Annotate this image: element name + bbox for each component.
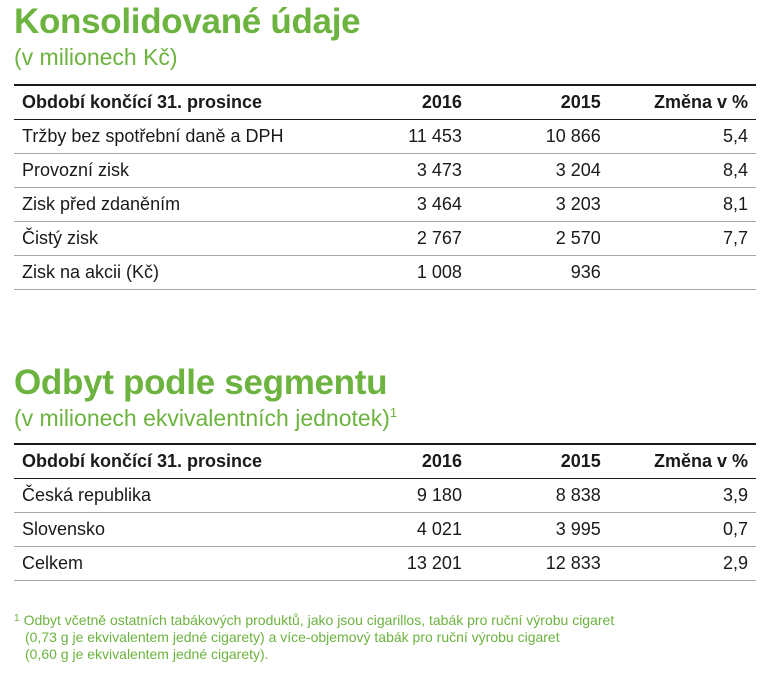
row-label: Zisk na akcii (Kč): [14, 256, 306, 290]
table-row: [14, 188, 756, 222]
table-row: [14, 513, 756, 547]
sales-by-segment-table: [14, 443, 756, 581]
table-header-row: [14, 444, 756, 479]
row-label: Tržby bez spotřební daně a DPH: [14, 120, 306, 154]
column-header-period: Období končící 31. prosince: [14, 444, 306, 479]
table-header-row: [14, 85, 756, 120]
column-header-2016: 2016: [306, 85, 462, 120]
value-change: 8,1: [601, 188, 756, 222]
value-2015: 3 203: [462, 188, 601, 222]
table-row: [14, 120, 756, 154]
table-row: [14, 154, 756, 188]
consolidated-data-section: [14, 0, 756, 290]
footnote: [14, 610, 756, 663]
value-2015: 12 833: [462, 547, 601, 581]
value-change: 7,7: [601, 222, 756, 256]
value-change: [601, 256, 756, 290]
value-change: 2,9: [601, 547, 756, 581]
column-header-2016: 2016: [306, 444, 462, 479]
section-subtitle: [14, 405, 756, 431]
consolidated-data-table: [14, 84, 756, 290]
value-2016: 2 767: [306, 222, 462, 256]
value-change: 3,9: [601, 479, 756, 513]
row-label: Čistý zisk: [14, 222, 306, 256]
value-change: 8,4: [601, 154, 756, 188]
value-2016: 13 201: [306, 547, 462, 581]
footnote-mark: 1: [14, 613, 20, 624]
row-label: Česká republika: [14, 479, 306, 513]
value-2016: 11 453: [306, 120, 462, 154]
sales-by-segment-section: [14, 361, 756, 581]
value-2015: 2 570: [462, 222, 601, 256]
section-title: Odbyt podle segmentu: [14, 363, 388, 402]
column-header-period: Období končící 31. prosince: [14, 85, 306, 120]
value-2015: 8 838: [462, 479, 601, 513]
value-2016: 1 008: [306, 256, 462, 290]
section-title: Konsolidované údaje: [14, 2, 361, 41]
value-2016: 4 021: [306, 513, 462, 547]
value-2016: 3 464: [306, 188, 462, 222]
footnote-text: Odbyt včetně ostatních tabákových produktů, jako jsou cigarillos, tabák pro ruční výrobu cigaret: [23, 612, 615, 628]
value-2015: 936: [462, 256, 601, 290]
footnote-line: (0,73 g je ekvivalentem jedné cigarety) a více-objemový tabák pro ruční výrobu cigaret: [25, 629, 560, 645]
column-header-change: Změna v %: [601, 444, 756, 479]
row-label: Celkem: [14, 547, 306, 581]
column-header-2015: 2015: [462, 444, 601, 479]
footnote-line: [14, 610, 756, 629]
section-subtitle: (v milionech Kč): [14, 44, 178, 70]
row-label: Slovensko: [14, 513, 306, 547]
column-header-change: Změna v %: [601, 85, 756, 120]
row-label: Zisk před zdaněním: [14, 188, 306, 222]
column-header-2015: 2015: [462, 85, 601, 120]
value-2016: 9 180: [306, 479, 462, 513]
table-row: [14, 256, 756, 290]
footnote-line: (0,60 g je ekvivalentem jedné cigarety).: [25, 646, 269, 662]
table-row: [14, 547, 756, 581]
value-2015: 10 866: [462, 120, 601, 154]
table-row: [14, 222, 756, 256]
value-change: 5,4: [601, 120, 756, 154]
footnote-reference: 1: [389, 405, 398, 420]
value-2015: 3 995: [462, 513, 601, 547]
table-row: [14, 479, 756, 513]
row-label: Provozní zisk: [14, 154, 306, 188]
value-2016: 3 473: [306, 154, 462, 188]
value-change: 0,7: [601, 513, 756, 547]
value-2015: 3 204: [462, 154, 601, 188]
section-subtitle-text: (v milionech ekvivalentních jednotek): [14, 405, 390, 431]
